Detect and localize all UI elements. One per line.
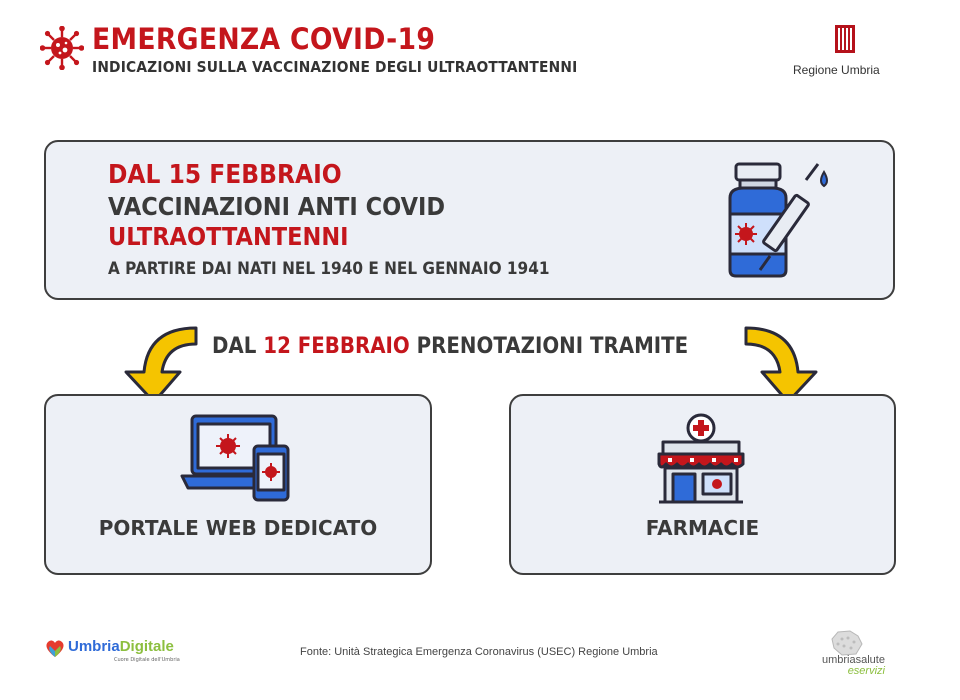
umbria-digitale-name: [68, 638, 174, 655]
booking-suffix: PRENOTAZIONI TRAMITE: [416, 334, 689, 359]
virus-logo-icon: [40, 26, 84, 70]
booking-date: 12 FEBBRAIO: [263, 334, 410, 359]
vaccination-heading: VACCINAZIONI ANTI COVID: [108, 192, 446, 221]
start-date: DAL 15 FEBBRAIO: [108, 160, 342, 190]
region-emblem-icon: [834, 24, 856, 54]
source-note: Fonte: Unità Strategica Emergenza Coronavirus (USEC) Regione Umbria: [300, 646, 658, 658]
pharmacy-label: FARMACIE: [645, 516, 760, 540]
umbria-salute-name: umbriasalute: [822, 654, 885, 666]
booking-prefix: DAL: [212, 334, 257, 359]
umbria-digitale-part2: Digitale: [119, 638, 174, 655]
laptop-phone-icon: [180, 412, 300, 502]
target-group: ULTRAOTTANTENNI: [108, 222, 349, 251]
page-subtitle: INDICAZIONI SULLA VACCINAZIONE DEGLI ULTRAOTTANTENNI: [92, 58, 578, 76]
page-title: EMERGENZA COVID-19: [92, 22, 436, 56]
web-portal-label: PORTALE WEB DEDICATO: [98, 516, 378, 540]
umbria-digitale-tagline: Cuore Digitale dell'Umbria: [114, 657, 180, 663]
umbria-salute-logo-text: [822, 655, 885, 677]
umbria-salute-services: eservizi: [847, 665, 885, 677]
umbria-digitale-logo-icon: [44, 637, 66, 659]
umbria-salute-logo-icon: [830, 630, 864, 656]
booking-line: [212, 334, 688, 359]
umbria-digitale-part1: Umbria: [68, 638, 120, 655]
pharmacy-icon: [655, 412, 747, 506]
eligibility-text: A PARTIRE DAI NATI NEL 1940 E NEL GENNAIO 1941: [108, 259, 550, 279]
region-name: Regione Umbria: [793, 63, 880, 77]
vaccine-syringe-icon: [714, 158, 834, 280]
